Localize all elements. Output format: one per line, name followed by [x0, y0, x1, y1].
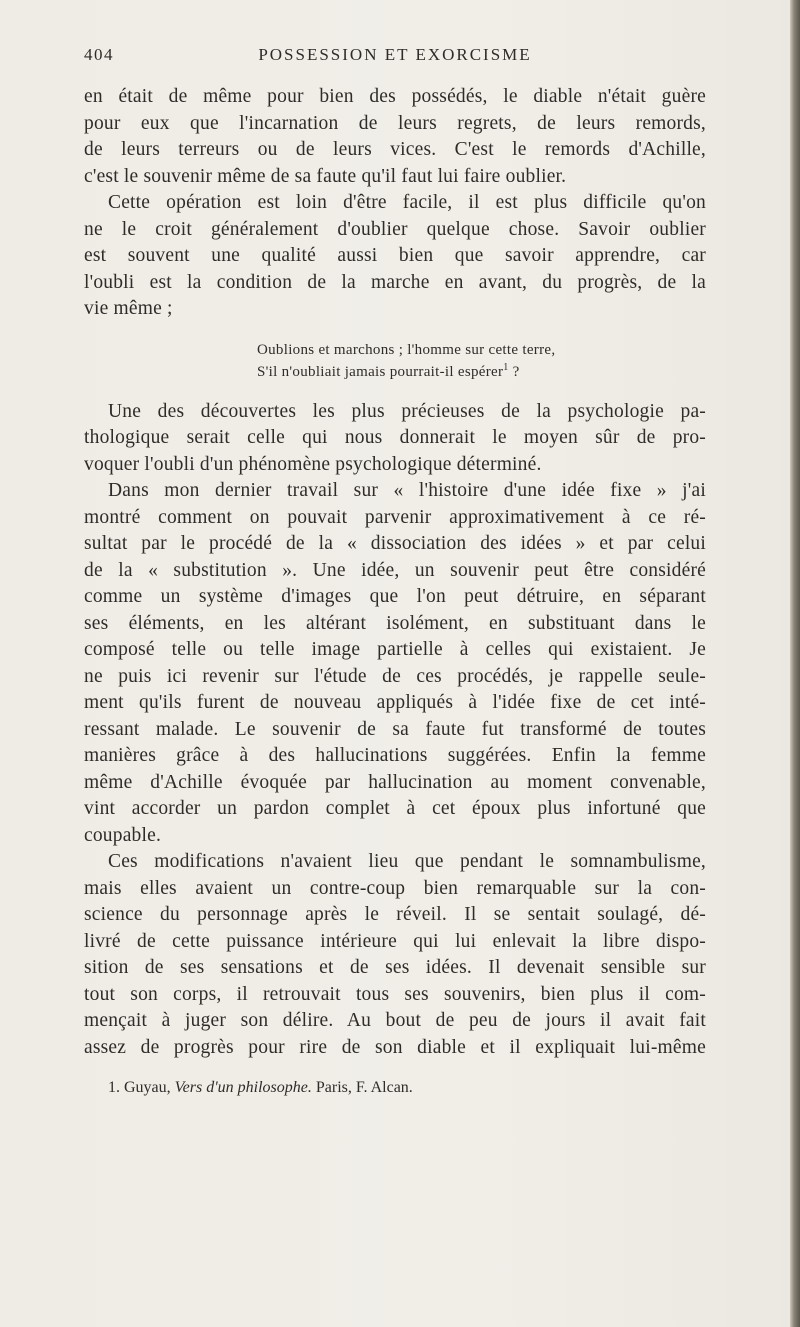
footnote-author: Guyau,	[124, 1079, 171, 1096]
text-line: assez de progrès pour rire de son diable et il expliquait lui-même	[84, 1036, 706, 1058]
verse-line-1: Oublions et marchons ; l'homme sur cette terre,	[257, 341, 556, 358]
text-line: même d'Achille évoquée par hallucination au moment convenable,	[84, 771, 706, 793]
text-line: ment qu'ils furent de nouveau appliqués à l'idée fixe de cet inté-	[84, 692, 706, 713]
text-line: ses éléments, en les altérant isolément, en substituant dans le	[84, 612, 706, 634]
text-line: sultat par le procédé de la « dissociation des idées » et par celui	[84, 533, 706, 554]
text-line: c'est le souvenir même de sa faute qu'il faut lui faire oublier.	[84, 165, 567, 187]
page-number: 404	[84, 45, 114, 64]
verse-line-2-text: S'il n'oubliait jamais pourrait-il espérer	[257, 363, 504, 380]
text-line: manières grâce à des hallucinations suggérées. Enfin la femme	[84, 745, 706, 766]
text-line: livré de cette puissance intérieure qui lui enlevait la libre dispo-	[84, 930, 706, 952]
text-line: mençait à juger son délire. Au bout de peu de jours il avait fait	[84, 1010, 706, 1031]
text-line: montré comment on pouvait parvenir approximativement à ce ré-	[84, 506, 706, 528]
verse-line-2-end: ?	[508, 363, 520, 380]
footnote-title: Vers d'un philosophe.	[174, 1079, 312, 1096]
text-line: Une des découvertes les plus précieuses de la psychologie pa-	[108, 400, 706, 422]
page-header	[84, 45, 706, 69]
text-line: Ces modifications n'avaient lieu que pendant le somnambulisme,	[108, 851, 706, 872]
text-line: vint accorder un pardon complet à cet époux plus infortuné que	[84, 798, 706, 819]
running-title: POSSESSION ET EXORCISME	[258, 45, 532, 64]
text-line: de leurs terreurs ou de leurs vices. C'est le remords d'Achille,	[84, 139, 706, 160]
text-line: Dans mon dernier travail sur « l'histoire d'une idée fixe » j'ai	[108, 480, 706, 501]
text-line: sition de ses sensations et de ses idées. Il devenait sensible sur	[84, 957, 706, 978]
text-line: vie même ;	[84, 298, 173, 319]
verse-quote	[257, 339, 706, 383]
text-line: Cette opération est loin d'être facile, il est plus difficile qu'on	[108, 192, 706, 213]
footnote-publisher: Paris, F. Alcan.	[315, 1079, 413, 1096]
text-line: l'oubli est la condition de la marche en avant, du progrès, de la	[84, 271, 706, 293]
page-edge-shadow	[790, 0, 800, 1327]
text-line: thologique serait celle qui nous donnerait le moyen sûr de pro-	[84, 427, 706, 448]
paragraph-3	[84, 399, 706, 479]
text-line: voquer l'oubli d'un phénomène psychologique déterminé.	[84, 453, 542, 475]
text-line: tout son corps, il retrouvait tous ses souvenirs, bien plus il com-	[84, 983, 706, 1005]
text-line: composé telle ou telle image partielle à celles qui existaient. Je	[84, 639, 706, 660]
paragraph-2	[84, 190, 706, 323]
text-line: de la « substitution ». Une idée, un souvenir peut être considéré	[84, 559, 706, 581]
body-text	[84, 84, 706, 1099]
text-line: ne puis ici revenir sur l'étude de ces procédés, je rappelle seule-	[84, 665, 706, 687]
paragraph-4	[84, 478, 706, 849]
text-line: ne le croit généralement d'oublier quelque chose. Savoir oublier	[84, 218, 706, 240]
footnote-mark: 1	[503, 361, 509, 373]
footnote-number: 1.	[108, 1079, 120, 1096]
text-line: ressant malade. Le souvenir de sa faute fut transformé de toutes	[84, 718, 706, 740]
text-line: comme un système d'images que l'on peut détruire, en séparant	[84, 586, 706, 607]
text-line: coupable.	[84, 824, 162, 846]
text-line: science du personnage après le réveil. Il se sentait soulagé, dé-	[84, 904, 706, 925]
verse-line-2	[257, 361, 706, 383]
paragraph-1	[84, 84, 706, 190]
text-line: est souvent une qualité aussi bien que savoir apprendre, car	[84, 245, 706, 266]
paragraph-5	[84, 849, 706, 1061]
text-line: pour eux que l'incarnation de leurs regrets, de leurs remords,	[84, 112, 706, 134]
text-line: en était de même pour bien des possédés, le diable n'était guère	[84, 86, 706, 107]
text-line: mais elles avaient un contre-coup bien remarquable sur la con-	[84, 877, 706, 899]
footnote	[84, 1077, 706, 1099]
